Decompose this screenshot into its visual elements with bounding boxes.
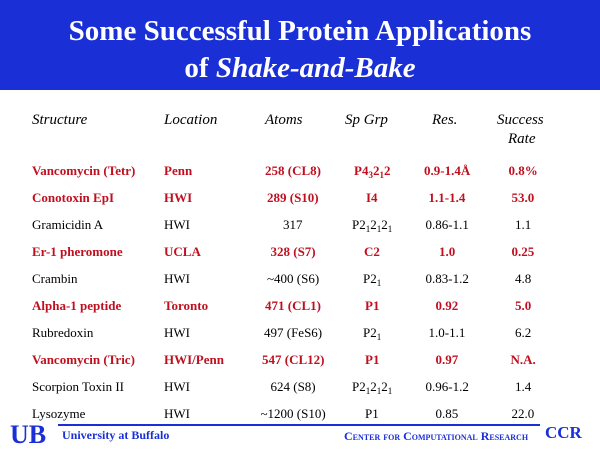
cell-success: 0.25 <box>511 244 535 259</box>
space-group-part: P1 <box>365 298 380 313</box>
space-group-part: P1 <box>365 352 380 367</box>
space-group-part: 1 <box>376 386 382 396</box>
space-group-part: P1 <box>365 406 379 421</box>
cell-sp-grp <box>363 325 381 341</box>
cell-res: 0.85 <box>435 406 459 421</box>
title-banner <box>0 0 600 90</box>
cell-structure: Crambin <box>32 271 78 286</box>
space-group-part: 1 <box>387 386 393 396</box>
cell-res: 0.86-1.1 <box>425 217 469 232</box>
header-success-line1: Success <box>497 112 544 128</box>
cell-atoms: 547 (CL12) <box>262 352 325 367</box>
cell-res: 0.96-1.2 <box>425 379 469 394</box>
footer-divider <box>58 424 540 426</box>
space-group-part: 2 <box>370 379 377 394</box>
cell-sp-grp <box>352 379 392 395</box>
footer-ccr-logo: CCR <box>545 423 582 442</box>
space-group-part: 3 <box>368 170 373 180</box>
cell-structure: Er-1 pheromone <box>32 244 123 259</box>
cell-sp-grp <box>365 352 379 368</box>
cell-structure: Rubredoxin <box>32 325 94 340</box>
cell-structure: Alpha-1 peptide <box>32 298 122 313</box>
space-group-part: 1 <box>387 224 393 234</box>
cell-sp-grp <box>354 163 390 179</box>
cell-success: 1.4 <box>515 379 532 394</box>
cell-location: HWI <box>164 190 193 205</box>
cell-res: 0.92 <box>435 298 459 313</box>
cell-sp-grp <box>365 406 379 422</box>
title-line-2-prefix: of <box>184 52 216 84</box>
cell-success: 1.1 <box>515 217 532 232</box>
cell-atoms: 258 (CL8) <box>265 163 321 178</box>
ub-logo <box>10 421 56 447</box>
header-sp-grp: Sp Grp <box>345 112 388 128</box>
space-group-part: 1 <box>376 278 382 288</box>
space-group-part: 1 <box>365 224 371 234</box>
cell-atoms: 289 (S10) <box>267 190 319 205</box>
space-group-part: P2 <box>352 217 366 232</box>
cell-atoms: 328 (S7) <box>270 244 316 259</box>
cell-location: HWI <box>164 406 190 421</box>
space-group-part: I4 <box>366 190 378 205</box>
space-group-part: 1 <box>365 386 371 396</box>
space-group-part: P2 <box>363 271 377 286</box>
cell-success: 22.0 <box>511 406 535 421</box>
ub-logo-text: UB <box>10 421 47 447</box>
cell-structure: Vancomycin (Tetr) <box>32 163 136 178</box>
cell-structure: Gramicidin A <box>32 217 104 232</box>
cell-sp-grp <box>352 217 392 233</box>
cell-sp-grp <box>365 298 379 314</box>
space-group-part: 2 <box>381 217 388 232</box>
space-group-part: C2 <box>364 244 380 259</box>
cell-res: 0.83-1.2 <box>425 271 469 286</box>
space-group-part: P2 <box>363 325 377 340</box>
space-group-part: 1 <box>376 224 382 234</box>
space-group-part: P2 <box>352 379 366 394</box>
cell-res: 0.9-1.4Å <box>424 163 471 178</box>
cell-success: 0.8% <box>508 163 538 178</box>
header-success-line2: Rate <box>508 131 536 147</box>
cell-location: HWI <box>164 271 190 286</box>
space-group-part: 1 <box>379 170 384 180</box>
header-res: Res. <box>432 112 458 128</box>
cell-atoms: 471 (CL1) <box>265 298 321 313</box>
cell-atoms: 624 (S8) <box>270 379 316 394</box>
cell-location: Toronto <box>164 298 209 313</box>
cell-structure: Vancomycin (Tric) <box>32 352 135 367</box>
title-line-2 <box>0 52 600 85</box>
header-structure: Structure <box>32 112 88 128</box>
title-line-2-italic: Shake-and-Bake <box>215 52 416 84</box>
title-line-1: Some Successful Protein Applications <box>68 15 532 47</box>
space-group-part: 2 <box>370 217 377 232</box>
space-group-part: P4 <box>354 163 369 178</box>
footer-center: Center for Computational Research <box>344 429 529 443</box>
cell-res: 1.0 <box>439 244 456 259</box>
cell-location: HWI/Penn <box>164 352 224 367</box>
cell-success: 5.0 <box>515 298 532 313</box>
header-atoms: Atoms <box>265 112 303 128</box>
cell-structure: Lysozyme <box>32 406 86 421</box>
cell-structure: Conotoxin EpI <box>32 190 114 205</box>
cell-res: 0.97 <box>435 352 459 367</box>
cell-success: 6.2 <box>515 325 532 340</box>
cell-location: UCLA <box>164 244 201 259</box>
cell-sp-grp <box>363 271 381 287</box>
cell-atoms: ~1200 (S10) <box>260 406 326 421</box>
cell-atoms: 497 (FeS6) <box>264 325 323 340</box>
space-group-part: 2 <box>381 379 388 394</box>
cell-sp-grp <box>364 244 380 260</box>
cell-location: Penn <box>164 163 193 178</box>
cell-location: HWI <box>164 379 190 394</box>
cell-res: 1.0-1.1 <box>428 325 466 340</box>
cell-success: 53.0 <box>511 190 535 205</box>
space-group-part: 1 <box>376 332 382 342</box>
cell-location: HWI <box>164 325 190 340</box>
space-group-part: 2 <box>372 163 380 178</box>
cell-success: 4.8 <box>515 271 532 286</box>
footer-university: University at Buffalo <box>62 428 170 442</box>
header-location: Location <box>164 112 218 128</box>
cell-atoms: ~400 (S6) <box>267 271 320 286</box>
space-group-part: 2 <box>383 163 391 178</box>
cell-success: N.A. <box>510 352 536 367</box>
cell-res: 1.1-1.4 <box>428 190 466 205</box>
cell-atoms: 317 <box>283 217 303 232</box>
cell-structure: Scorpion Toxin II <box>32 379 125 394</box>
cell-location: HWI <box>164 217 190 232</box>
cell-sp-grp <box>366 190 378 206</box>
